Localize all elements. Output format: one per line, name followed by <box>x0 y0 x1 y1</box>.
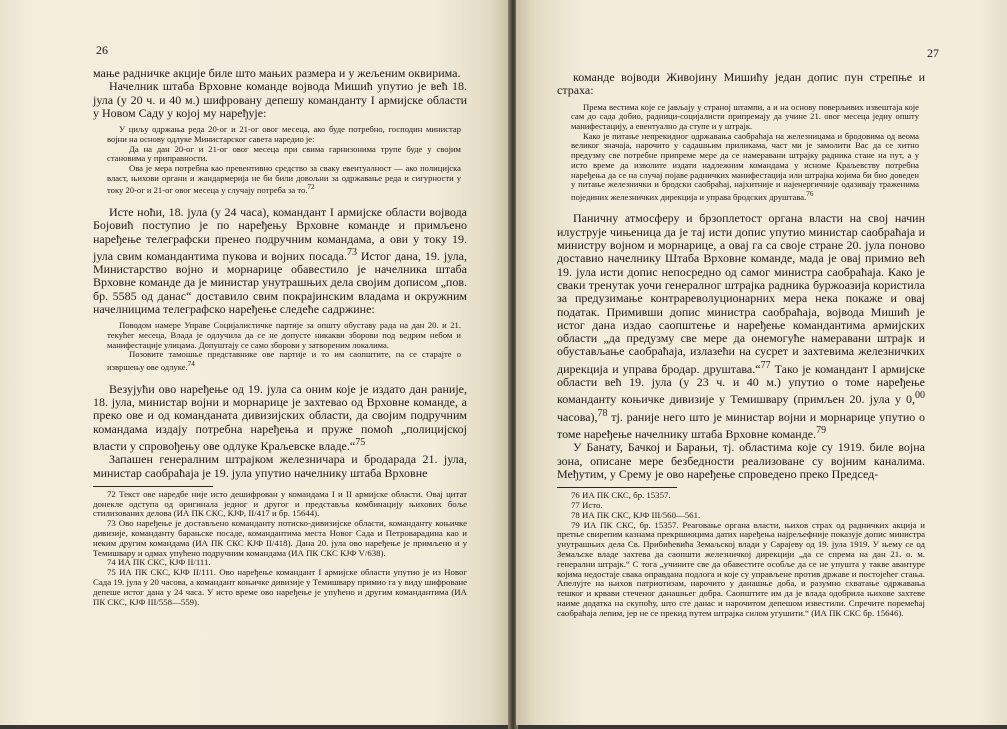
paragraph-cont: Тако је командант I армијске области већ 19. јула (у 23 ч. и 40 м.) упутио о томе наређење команданту коњичке дивизије у Темишвару (примљен 20. јула у 0, <box>557 361 925 407</box>
footnote: 79 ИА ПК СКС, бр. 15357. Реаговање органа власти, њихов страх од радничких акција и претње свирепим казнама прекршиоцима датих наређења најрељефније показује допис министра унутрашњих дела Св. Прибићевића Земаљској влади у Сарајеву од 19. јула 1919. У њему се од Земаљске владе захтева да саопшти железничкој дирекцији „да се спрема на дан 21. о. м. генерални штрајк.“ С тога „учините све да обавестите особље да се не упушта у такве авантуре којима недостаје свака оправдана подлога и које су управљене против државе и постојећег стања. Апелујте на њихов патриотизам, нарочито у данашње доба, и разумно схватање одржавања тешког и крвави стеченог данашњег добра. Саопштите им да је влада одобрила њихове захтеве наиме додатка на скупоћу, што сте данас и нарочитом депешом известили. Спречите поремећај саобраћаја лепим, јер не се прекид путем штрајка силом угушити.“ (ИА ПК СКС бр. 15646). <box>557 519 925 618</box>
footnote-ref: 78 <box>597 407 608 419</box>
left-page-text <box>93 67 467 607</box>
block-quote <box>107 125 461 196</box>
block-quote <box>571 103 919 203</box>
paragraph: Начелник штаба Врховне команде војвода Мишић упутио је већ 18. јула (у 20 ч. и 40 м.) шифровану депешу команданту I армијске области у Новом Саду у којој му наређује: <box>93 79 467 120</box>
quote-line: Да на дан 20-ог и 21-ог овог месеца при свима гарнизонима трупе буде у својим становима у приправности. <box>107 143 461 164</box>
block-quote <box>107 321 461 372</box>
footnote: 74 ИА ПК СКС, КЈФ II/111. <box>107 557 211 568</box>
right-page-text <box>557 71 925 618</box>
footnote: 72 Текст ове наредбе није исто дешифрован у командама I и II армијске области. Овај цитат донекле одступа од оригинала једног и другог и представља комбинацију њихових боље стилизованих делова (ИА ПК СКС, КЈФ, II/417 и бр. 15644). <box>93 488 467 519</box>
quote-line: Како је питање непрекидног одржавања саобраћаја на железницама и бродовима од веома великог значаја, нарочито у садашњим приликама, част ми је замолити Вас да се хитно предузму све потребне припреме мере да се намеравани штрајку радника стане на пут, а у исто време да изволите издати надлежним командама у исноме Краљевству потребна наређења да се на случај појаве радничких манифестација или штрајка којима би био доведен у питање железнички и бродски саобраћај, најхитније и најенергичније одазивају траженима појединих железничких дирекција и управа бродских друштава. <box>571 130 919 202</box>
paragraph: мање радничке акције биле што мањих размера и у жељеним оквирима. <box>93 66 461 80</box>
footnote-ref: 77 <box>760 359 771 371</box>
paragraph: Паничну атмосферу и брзоплетост органа власти на свој начин илуструје чињеница да је тај исти допис упутио министар саобраћаја и министру војном и морнарице, а овај га са своје стране 20. јула поново доставио начелнику Штаба Врховне команде, мада је овај примио већ 19. јула исти допис непосредно од самог министра саобраћаја. Како је сваки тренутак уочи генералног штрајка радника буржоазија користила за предузимање контрареволуционарних мера нека покаже и овај податак. Примивши допис министра саобраћаја, војвода Мишић је истог дана издао саопштење и наређење командантима армијских области „да предузму све мере да онемогуће намеравани штрајк и обустављање саобраћаја, излазећи на сусрет и захтевима железничких дирекција и управа бродар. друштава.“ <box>557 211 925 376</box>
footnote-ref: 74 <box>187 360 195 369</box>
footnote: 73 Ово наређење је достављено команданту потиско-дивизијске области, команданту коњичке дивизије, команданту барањске посаде, командантима места Новог Сада и Петроварадина као и неким другим командама (ИА ПК СКС КЈФ II/418). Дана 20. јула ово наређење је примљено и у Темишвару и одмах упућено подручним командама (ИА ПК СКС КЈФ V/638). <box>93 518 467 558</box>
paragraph: Запашен генералним штрајком железничара и бродарада 21. јула, министар саобраћаја је 19. јула упутио начелнику штаба Врховне <box>93 452 467 480</box>
footnote-divider <box>557 487 677 488</box>
footnote-divider <box>93 486 213 487</box>
footnote: 77 Исто. <box>571 499 603 510</box>
footnote-ref: 73 <box>346 246 357 258</box>
quote-line: У циљу одржања реда 20-ог и 21-ог овог месеца, ако буде потребно, господин министар војни на основу одлуке Министарског савета наредио је: <box>107 124 461 144</box>
quote-line: Позовите тамошње представнике ове партије и то им саопштите, па се старајте о извршењу ове одлуке. <box>107 349 461 373</box>
quote-line: Поводом намере Управе Социјалистичке партије за општу обуставу рада на дан 20. и 21. текућег месеца, Влада је одлучила да се не допусте никакви зборови под ведрим небом и манифестације улицама. Допуштају се само зборови у затвореним локалима. <box>107 320 461 350</box>
footnote: 75 ИА ПК СКС, КЈФ II/111. Ово наређење командант I армијске области упутио је из Новог Сада 19. јула у 20 часова, а командант коњичке дивизије у Темишвару примио га у виду шифроване депеше истог дана у 24 часа. У исто време ово наређење је упућено и другим командантима (ИА ПК СКС, КЈФ III/558—559). <box>93 567 467 607</box>
quote-line: Према вестима које се јављају у страној штампи, а и на основу поверљивих извештаја које сам до сада добио, радници-социјалисти припремају да учине 21. овог месеца једну општу манифестацију, а евентуално да ступе и у штрајк. <box>571 101 919 131</box>
quote-line: Ова је мера потребна као превентивно средство за сваку евентуалност — ако полицијска власт, њихови органи и жандармерија не би били довољни за одржавање реда и сигурности у току 20-ог и 21-ог овог месеца у случају потреба за то. <box>107 163 461 196</box>
page-number: 26 <box>96 43 108 57</box>
right-page <box>516 0 1007 725</box>
paragraph-cont: тј. раније него што је министар војни и морнарице упутио о томе наређење начелнику штаба Врховне команде. <box>557 409 925 441</box>
paragraph-cont: Истог дана, 19. јула, Министарство војно и морнарице обавестило је начелника штаба Врховне команде да је министар унутрашњих дела својим дописом „пов. бр. 5585 од данас“ доставило свим покрајинским владама и окружним начелницима телеграфско наређење следеће садржине: <box>93 248 467 317</box>
footnote-ref: 75 <box>355 436 366 448</box>
footnote-ref: 72 <box>307 183 315 192</box>
paragraph-cont: часова), <box>557 409 598 424</box>
footnote: 78 ИА ПК СКС, КЈФ III/560—561. <box>571 509 701 520</box>
paragraph: Исте ноћи, 18. јула (у 24 часа), командант I армијске области војвода Бојовић поступио је по наређењу Врховне команде и примљено наређење телеграфски пренео подручним командама, а ови у току 19. јула свим командантима пукова и војних посада. <box>93 204 467 263</box>
footnote-ref: 79 <box>816 424 827 436</box>
paragraph: У Банату, Бачкој и Барањи, тј. областима које су 1919. биле војна зона, описане мере безбедности реализоване су војним каналима. Међутим, у Срему је ово наређење спроведено преко Председ- <box>557 440 925 481</box>
page-number: 27 <box>927 46 939 60</box>
footnote-ref: 76 <box>806 189 814 198</box>
paragraph: команде војводи Живојину Мишићу један допис пун стрепње и страха: <box>557 70 925 98</box>
footnote: 76 ИА ПК СКС, бр. 15357. <box>571 490 671 501</box>
superscript: 00 <box>915 390 925 402</box>
paragraph: Везујући ово наређење од 19. јула са оним које је издато дан раније, 18. јула, министар војни и морнарице је захтевао од Врховне команде, а преко ове и од команданата дивизијских области, да својим подручним командама издају потребна наређења и пруже помоћ „полицијској власти у спровођењу ове одлуке Краљевске владе.“ <box>93 381 467 453</box>
